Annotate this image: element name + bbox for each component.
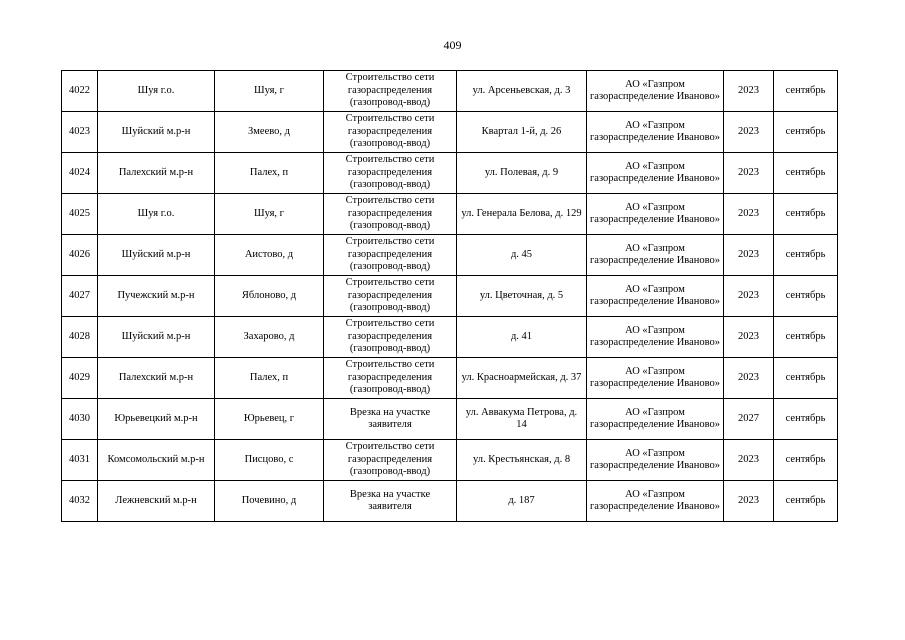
table-row [62, 194, 838, 235]
work-type-cell: Врезка на участке заявителя [324, 481, 457, 522]
address-cell: д. 187 [457, 481, 587, 522]
locality-cell: Шуя, г [215, 71, 324, 112]
table-row [62, 235, 838, 276]
year-cell: 2023 [724, 358, 774, 399]
address-cell: ул. Красноармейская, д. 37 [457, 358, 587, 399]
address-cell: ул. Генерала Белова, д. 129 [457, 194, 587, 235]
year-cell: 2023 [724, 317, 774, 358]
year-cell: 2023 [724, 276, 774, 317]
month-cell: сентябрь [774, 112, 838, 153]
year-cell: 2023 [724, 194, 774, 235]
month-cell: сентябрь [774, 153, 838, 194]
year-cell: 2027 [724, 399, 774, 440]
address-cell: Квартал 1-й, д. 26 [457, 112, 587, 153]
page-number: 409 [443, 38, 462, 52]
organization-cell: АО «Газпром газораспределение Иваново» [587, 481, 724, 522]
locality-cell: Шуя, г [215, 194, 324, 235]
locality-cell: Палех, п [215, 358, 324, 399]
table-body [62, 71, 838, 522]
table-row [62, 317, 838, 358]
gasification-table [61, 70, 838, 522]
district-cell: Шуйский м.р-н [98, 317, 215, 358]
table-row [62, 481, 838, 522]
organization-cell: АО «Газпром газораспределение Иваново» [587, 153, 724, 194]
table-row [62, 440, 838, 481]
row-number-cell: 4032 [62, 481, 98, 522]
work-type-cell: Строительство сети газораспределения (газопровод-ввод) [324, 440, 457, 481]
district-cell: Комсомольский м.р-н [98, 440, 215, 481]
row-number-cell: 4030 [62, 399, 98, 440]
locality-cell: Палех, п [215, 153, 324, 194]
address-cell: ул. Полевая, д. 9 [457, 153, 587, 194]
table-row [62, 276, 838, 317]
work-type-cell: Строительство сети газораспределения (газопровод-ввод) [324, 153, 457, 194]
locality-cell: Аистово, д [215, 235, 324, 276]
district-cell: Шуйский м.р-н [98, 112, 215, 153]
table-row [62, 71, 838, 112]
work-type-cell: Строительство сети газораспределения (газопровод-ввод) [324, 112, 457, 153]
locality-cell: Змеево, д [215, 112, 324, 153]
row-number-cell: 4022 [62, 71, 98, 112]
row-number-cell: 4023 [62, 112, 98, 153]
district-cell: Палехский м.р-н [98, 358, 215, 399]
table-row [62, 399, 838, 440]
district-cell: Лежневский м.р-н [98, 481, 215, 522]
month-cell: сентябрь [774, 194, 838, 235]
month-cell: сентябрь [774, 399, 838, 440]
year-cell: 2023 [724, 71, 774, 112]
locality-cell: Почевино, д [215, 481, 324, 522]
locality-cell: Яблоново, д [215, 276, 324, 317]
work-type-cell: Строительство сети газораспределения (газопровод-ввод) [324, 235, 457, 276]
organization-cell: АО «Газпром газораспределение Иваново» [587, 358, 724, 399]
address-cell: ул. Арсеньевская, д. 3 [457, 71, 587, 112]
organization-cell: АО «Газпром газораспределение Иваново» [587, 194, 724, 235]
work-type-cell: Строительство сети газораспределения (газопровод-ввод) [324, 358, 457, 399]
organization-cell: АО «Газпром газораспределение Иваново» [587, 235, 724, 276]
locality-cell: Захарово, д [215, 317, 324, 358]
address-cell: ул. Цветочная, д. 5 [457, 276, 587, 317]
organization-cell: АО «Газпром газораспределение Иваново» [587, 440, 724, 481]
organization-cell: АО «Газпром газораспределение Иваново» [587, 317, 724, 358]
work-type-cell: Строительство сети газораспределения (газопровод-ввод) [324, 71, 457, 112]
year-cell: 2023 [724, 112, 774, 153]
locality-cell: Юрьевец, г [215, 399, 324, 440]
organization-cell: АО «Газпром газораспределение Иваново» [587, 276, 724, 317]
district-cell: Юрьевецкий м.р-н [98, 399, 215, 440]
month-cell: сентябрь [774, 276, 838, 317]
month-cell: сентябрь [774, 71, 838, 112]
month-cell: сентябрь [774, 481, 838, 522]
organization-cell: АО «Газпром газораспределение Иваново» [587, 71, 724, 112]
district-cell: Шуйский м.р-н [98, 235, 215, 276]
table-row [62, 153, 838, 194]
month-cell: сентябрь [774, 440, 838, 481]
year-cell: 2023 [724, 235, 774, 276]
month-cell: сентябрь [774, 358, 838, 399]
work-type-cell: Врезка на участке заявителя [324, 399, 457, 440]
work-type-cell: Строительство сети газораспределения (газопровод-ввод) [324, 194, 457, 235]
row-number-cell: 4025 [62, 194, 98, 235]
month-cell: сентябрь [774, 235, 838, 276]
row-number-cell: 4031 [62, 440, 98, 481]
organization-cell: АО «Газпром газораспределение Иваново» [587, 112, 724, 153]
table-row [62, 112, 838, 153]
district-cell: Пучежский м.р-н [98, 276, 215, 317]
year-cell: 2023 [724, 440, 774, 481]
year-cell: 2023 [724, 153, 774, 194]
row-number-cell: 4028 [62, 317, 98, 358]
district-cell: Палехский м.р-н [98, 153, 215, 194]
address-cell: д. 45 [457, 235, 587, 276]
work-type-cell: Строительство сети газораспределения (газопровод-ввод) [324, 276, 457, 317]
address-cell: ул. Крестьянская, д. 8 [457, 440, 587, 481]
row-number-cell: 4029 [62, 358, 98, 399]
row-number-cell: 4024 [62, 153, 98, 194]
work-type-cell: Строительство сети газораспределения (газопровод-ввод) [324, 317, 457, 358]
table-row [62, 358, 838, 399]
address-cell: ул. Аввакума Петрова, д. 14 [457, 399, 587, 440]
row-number-cell: 4027 [62, 276, 98, 317]
organization-cell: АО «Газпром газораспределение Иваново» [587, 399, 724, 440]
year-cell: 2023 [724, 481, 774, 522]
row-number-cell: 4026 [62, 235, 98, 276]
month-cell: сентябрь [774, 317, 838, 358]
locality-cell: Писцово, с [215, 440, 324, 481]
address-cell: д. 41 [457, 317, 587, 358]
district-cell: Шуя г.о. [98, 194, 215, 235]
district-cell: Шуя г.о. [98, 71, 215, 112]
